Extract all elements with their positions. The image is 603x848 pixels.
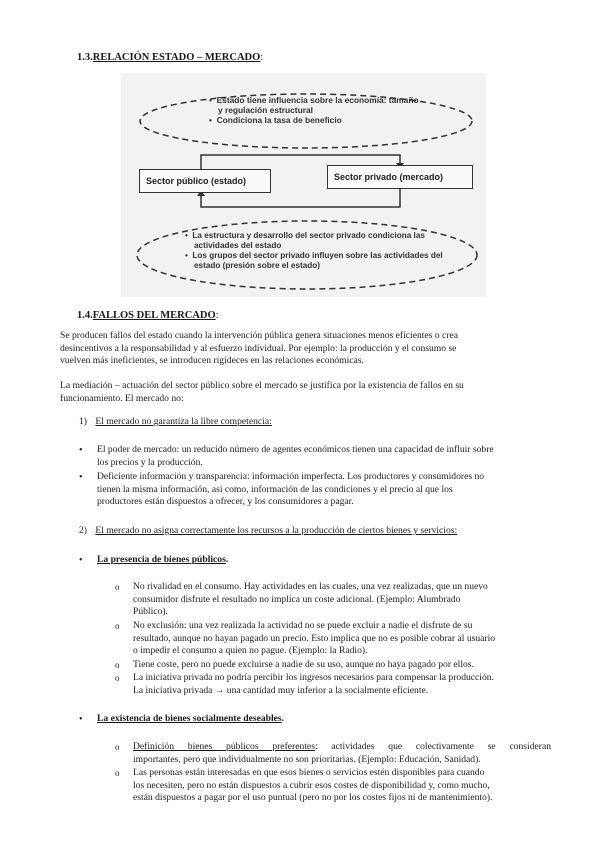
sub-iniciativa-privada: La iniciativa privada no podría percibir los ingresos necesarios para compensar la producción. La iniciativa privada → una cantidad muy inferior a la socialmente eficiente. [133,672,494,696]
sector-publico-box: Sector público (estado) [139,169,271,193]
bullet-icon: • [79,714,83,725]
circle-bullet-icon: o [115,660,120,670]
bienes-deseables-heading: La existencia de bienes socialmente deseables. [97,713,285,724]
section-13-heading: 1.3.RELACIÓN ESTADO – MERCADO: [77,52,264,63]
arrow-right-icon: → [214,684,225,696]
bottom-ellipse-text: • La estructura y desarrollo del sector privado condiciona las actividades del estado • Los grupos del sector privado influyen sobre las actividades del estado (presión sobre el estado) [185,231,443,270]
sub-personas-interesadas: Las personas están interesadas en que esos bienes o servicios estén disponibles para cuando los necesiten, pero no están dispuestos a cubrir esos costes de disponibilidad y, como mucho, están dispuestos a pagar por el uso puntual (pero no por los costes fijos ni de mantenimiento). [133,767,493,804]
estado-mercado-diagram [121,73,486,297]
sub-no-rivalidad: No rivalidad en el consumo. Hay actividades en las cuales, una vez realizadas, que un nuevo consumidor disfrute el resultado no implica un coste adicional. (Ejemplo: Alumbrado Público). [133,581,488,618]
sub-tiene-coste: Tiene coste, pero no puede excluirse a nadie de su uso, aunque no haya pagado por ellos. [133,659,474,670]
circle-bullet-icon: o [115,582,120,592]
paragraph-mediacion: La mediación – actuación del sector público sobre el mercado se justifica por la existencia de fallos en su funcionamiento. El mercado no: [60,380,464,404]
bullet-icon: • [79,445,83,456]
circle-bullet-icon: o [115,621,120,631]
bullet-icon: • [79,472,83,483]
list-item-2: 2) El mercado no asigna correctamente los recursos a la producción de ciertos bienes y servicios: [79,525,458,536]
bullet-icon: • [79,555,83,566]
bullet-informacion: Deficiente información y transparencia: información imperfecta. Los productores y consumidores no tienen la misma información, así como, información de las condiciones y el precio al que los productores están dispuestos a ofrecer, y los consumidores a pagar. [97,471,485,508]
circle-bullet-icon: o [115,742,120,752]
section-14-heading: 1.4.FALLOS DEL MERCADO: [77,310,219,321]
paragraph-fallos-estado: Se producen fallos del estado cuando la intervención pública genera situaciones menos eficientes o crea desincentivos a la responsabilidad y al esfuerzo individual. Por ejemplo: la producción y el consumo se vuelven más ineficientes, se introducen rigideces en las relaciones económicas. [60,330,458,367]
sector-privado-box: Sector privado (mercado) [327,165,473,189]
list-item-1: 1) El mercado no garantiza la libre competencia: [79,416,272,427]
sub-definicion-preferentes: Definición bienes públicos preferentes: actividades que colectivamente se consideran importantes, pero que individualmente no son prioritarias. (Ejemplo: Educación, Sanidad). [133,741,551,765]
bullet-poder-mercado: El poder de mercado: un reducido número de agentes económicos tienen una capacidad de influir sobre los precios y la producción. [97,444,494,468]
sub-no-exclusion: No exclusión: una vez realizada la actividad no se puede excluir a nadie el disfrute de su resultado, aunque no hayan pagado un precio. Esto implica que no es posible cobrar al usuario o impedir el consumo a quien no pague. (Ejemplo: la Radio). [133,620,496,657]
circle-bullet-icon: o [115,673,120,683]
bienes-publicos-heading: La presencia de bienes públicos. [97,554,229,565]
top-ellipse-text: • Estado tiene influencia sobre la economía: tamaño y regulación estructural • Condiciona la tasa de beneficio [209,95,419,125]
circle-bullet-icon: o [115,768,120,778]
